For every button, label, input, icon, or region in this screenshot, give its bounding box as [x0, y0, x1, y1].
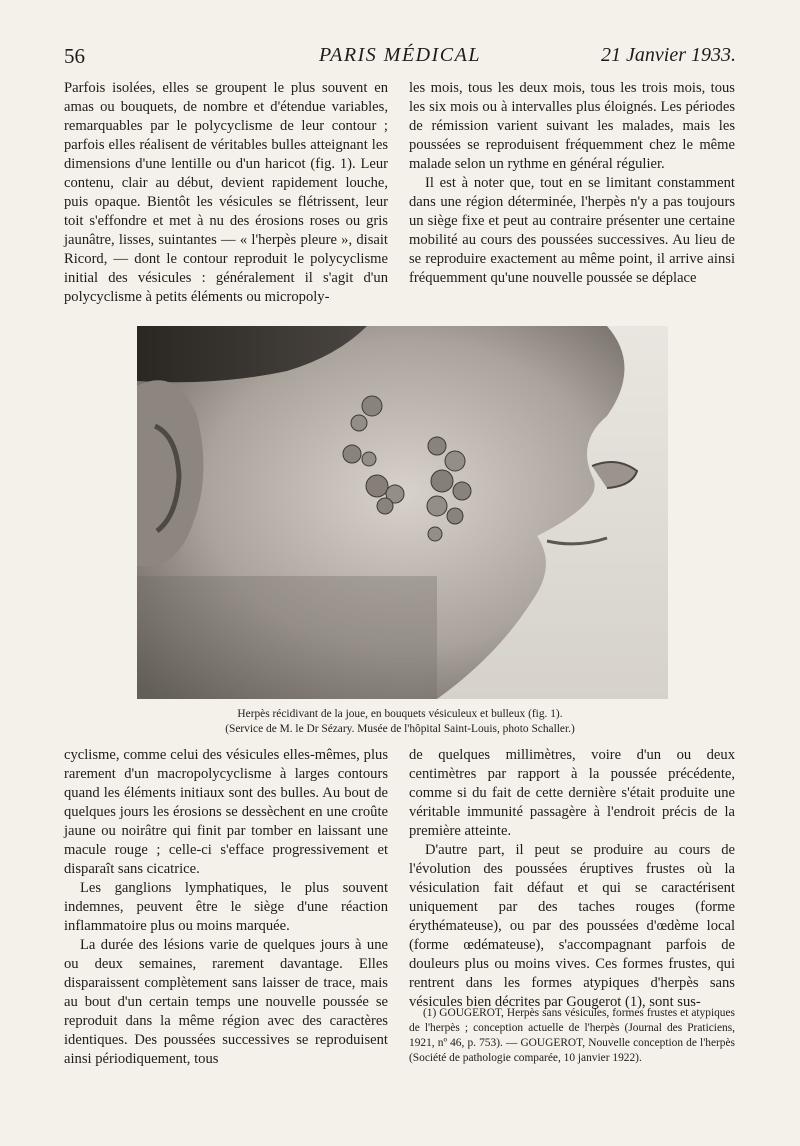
journal-title: PARIS MÉDICAL — [319, 44, 481, 66]
paragraph: de quelques millimètres, voire d'un ou deux centimètres par rapport à la poussée précédente, comme si du fait de cette dernière s'était produite une véritable immunité passagère à l'endroit précis de la première atteinte. — [409, 747, 735, 839]
column-top-right — [409, 79, 735, 288]
page-number: 56 — [64, 44, 85, 68]
paragraph: Parfois isolées, elles se groupent le plus souvent en amas ou bouquets, de nombre et d'étendue variables, remarquables par le polycyclisme de leur contour ; parfois elles réalisent de véritables bulles atteignant les dimensions d'une lentille ou d'un haricot (fig. 1). Leur contenu, clair au début, devient rapidement louche, puis opaque. Bientôt les vésicules se flétrissent, leur toit s'effondre et met à nu des érosions roses ou gris jaunâtre, lisses, suintantes — « l'herpès pleure », disait Ricord, — dont le contour reproduit le polycyclisme initial des vésicules : généralement il s'agit d'un polycyclisme à petits éléments ou micropoly- — [64, 80, 388, 305]
footnote — [409, 1006, 735, 1066]
paragraph: Il est à noter que, tout en se limitant constamment dans une région déterminée, l'herpès n'y a pas toujours un siège fixe et peut au contraire présenter une certaine mobilité au cours des poussées successives. Au lieu de se reproduire exactement au même point, il arrive ainsi fréquemment qu'une nouvelle poussée se déplace — [409, 175, 735, 286]
figure-caption — [100, 707, 700, 737]
paragraph: La durée des lésions varie de quelques jours à une ou deux semaines, rarement davantage. Elles disparaissent complètement sans laisser de trace, mais au bout d'un certain temps une nouvelle poussée se reproduit dans la même région avec des caractères identiques. Des poussées successives se reproduisent ainsi périodiquement, tous — [64, 937, 388, 1067]
column-bottom-right — [409, 746, 735, 1012]
column-bottom-left — [64, 746, 388, 1069]
page-header — [64, 44, 736, 72]
paragraph: les mois, tous les deux mois, tous les trois mois, tous les six mois ou à intervalles plus éloignés. Les périodes de rémission varient suivant les malades, mais les poussées se reproduisent fréquemment chez le même malade selon un rythme en général régulier. — [409, 80, 735, 172]
caption-credit: (Service de M. le Dr Sézary. Musée de l'hôpital Saint-Louis, photo Schaller.) — [225, 723, 575, 735]
footnote-text: (1) GOUGEROT, Herpès sans vésicules, formes frustes et atypiques de l'herpès ; conception actuelle de l'herpès (Journal des Praticiens, 1921, nº 46, p. 753). — GOUGEROT, Nouvelle conception de l'herpès (Société de pathologie comparée, 10 janvier 1922). — [409, 1007, 735, 1064]
column-top-left — [64, 79, 388, 307]
cheek-photograph — [137, 326, 668, 699]
paragraph: Les ganglions lymphatiques, le plus souvent indemnes, peuvent être le siège d'une réaction inflammatoire plus ou moins marquée. — [64, 880, 388, 934]
issue-date: 21 Janvier 1933. — [601, 44, 736, 66]
paragraph: cyclisme, comme celui des vésicules elles-mêmes, plus rarement d'un macropolycyclisme à larges contours quand les éléments initiaux sont des bulles. Au bout de quelques jours les érosions se dessèchent en une croûte jaune ou noirâtre qui finit par tomber en laissant une macule rouge ; celle-ci s'efface progressivement et disparaît sans cicatrice. — [64, 747, 388, 877]
caption-line: Herpès récidivant de la joue, en bouquets vésiculeux et bulleux (fig. 1). — [237, 708, 563, 720]
paragraph: D'autre part, il peut se produire au cours de l'évolution des poussées éruptives frustes où la vésiculation fait défaut et qui se caractérisent uniquement par des taches rouges (forme érythémateuse), ou par des poussées d'œdème local (forme œdémateuse), s'accompagnant parfois de douleurs plus ou moins vives. Ces formes frustes, qui rentrent dans les formes atypiques d'herpès sans vésicules bien décrites par Gougerot (1), sont sus- — [409, 842, 735, 1010]
figure-photo-herpes-cheek — [137, 326, 668, 699]
